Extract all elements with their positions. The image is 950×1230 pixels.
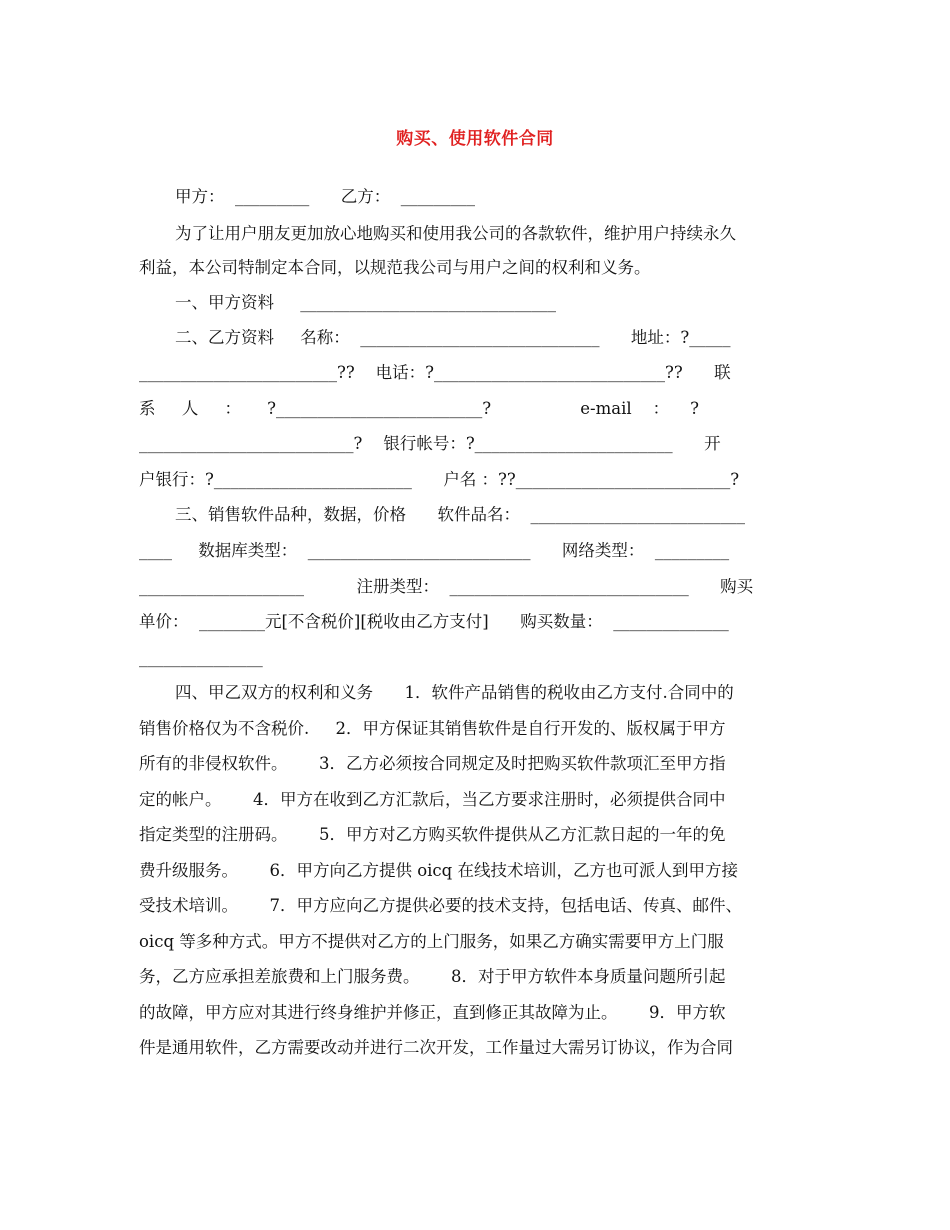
- text-line: 户银行：?________________________ 户名 ：??__________________________?: [139, 470, 740, 489]
- text-line: 单价： ________元[不含税价][税收由乙方支付] 购买数量： ______________: [139, 612, 729, 631]
- text-line: 所有的非侵权软件。 3．乙方必须按合同规定及时把购买软件款项汇至甲方指: [139, 754, 726, 773]
- text-line: 甲方： _________ 乙方： _________: [175, 187, 475, 206]
- text-line: 销售价格仅为不含税价. 2．甲方保证其销售软件是自行开发的、版权属于甲方: [139, 719, 726, 738]
- text-line: 务，乙方应承担差旅费和上门服务费。 8．对于甲方软件本身质量问题所引起: [139, 967, 726, 986]
- text-line: 一、甲方资料 _______________________________: [175, 293, 556, 312]
- text-line: ____________________ 注册类型： _____________________________ 购买: [139, 577, 754, 596]
- text-line: 为了让用户朋友更加放心地购买和使用我公司的各款软件，维护用户持续永久: [175, 224, 736, 243]
- text-line: 三、销售软件品种，数据，价格 软件品名： __________________________: [175, 505, 745, 524]
- text-line: 系 人 ： ?_________________________? e-mail ： ?: [139, 399, 699, 418]
- text-line: 二、乙方资料 名称： _____________________________ 地址：?_____: [175, 328, 731, 347]
- text-line: ____ 数据库类型： ___________________________ 网络类型： _________: [139, 541, 730, 560]
- text-line: 费升级服务。 6．甲方向乙方提供 oicq 在线技术培训，乙方也可派人到甲方接: [139, 861, 738, 880]
- text-line: 件是通用软件，乙方需要改动并进行二次开发，工作量过大需另订协议，作为合同: [139, 1038, 733, 1057]
- text-line: __________________________? 银行帐号：?________________________ 开: [139, 434, 721, 453]
- document-title: 购买、使用软件合同: [396, 129, 554, 149]
- text-line: oicq 等多种方式。甲方不提供对乙方的上门服务，如果乙方确实需要甲方上门服: [139, 932, 724, 951]
- text-line: 定的帐户。 4．甲方在收到乙方汇款后，当乙方要求注册时，必须提供合同中: [139, 790, 726, 809]
- text-line: 四、甲乙双方的权利和义务 1．软件产品销售的税收由乙方支付.合同中的: [175, 683, 734, 702]
- text-line: 的故障，甲方应对其进行终身维护并修正，直到修正其故障为止。 9．甲方软: [139, 1003, 726, 1022]
- text-line: _______________: [139, 648, 263, 667]
- text-line: 利益，本公司特制定本合同，以规范我公司与用户之间的权利和义务。: [139, 258, 651, 277]
- text-line: 指定类型的注册码。 5．甲方对乙方购买软件提供从乙方汇款日起的一年的免: [139, 825, 726, 844]
- text-line: ________________________?? 电话：?____________________________?? 联: [139, 363, 731, 382]
- text-line: 受技术培训。 7．甲方应向乙方提供必要的技术支持，包括电话、传真、邮件、: [139, 896, 742, 915]
